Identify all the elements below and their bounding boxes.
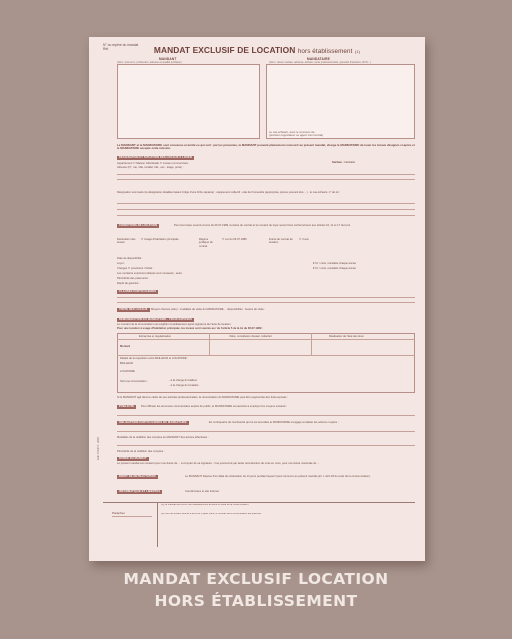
charges-unit: € hc / mois, révisable chaque année <box>313 267 357 270</box>
regime-label: Régime juridique du contrat <box>199 238 213 248</box>
mandant-note: (Nom, prénoms, profession, adresse et qualité juridique) <box>117 61 182 64</box>
mandate-form-page <box>89 37 425 561</box>
retractation-text: Le MANDANT dispose d'un délai de rétractation de 14 jours pendant lequel il peut renoncer au présent mandat (art. L.221-18 du code de la consommation). <box>185 475 371 478</box>
date-dispo-field[interactable]: Date de disponibilité : <box>117 257 143 260</box>
footer-divider <box>103 502 415 503</box>
obligations-text[interactable]: En contrepartie de l'exclusivité qui lui est accordée le MANDATAIRE s'engage à réaliser les actions ci-après : <box>209 421 339 424</box>
bailleur-label: BAILLEUR <box>120 362 133 365</box>
section-visite: VISITE DES LOCAUX <box>119 308 148 311</box>
destination-label: Destination des locaux <box>117 238 136 245</box>
caption-line-1: MANDAT EXCLUSIF LOCATION <box>123 570 389 588</box>
option-appartement[interactable]: Appartement <box>117 162 133 165</box>
echeances-field[interactable]: Les montants exprimés indiqués sont mensuels ; autre : <box>117 272 184 275</box>
divider <box>117 297 415 298</box>
option-commerciaux[interactable]: Locaux commerciaux <box>162 162 189 165</box>
informatique-text[interactable]: Coordonnées et site Internet : <box>185 490 221 493</box>
mandataire-header: MANDATAIRE <box>307 57 330 61</box>
agent-note-line2: (préciser négociateur ou agent commercial) <box>269 133 323 138</box>
divider <box>311 333 312 355</box>
divider <box>117 174 415 175</box>
charges-options: provisions / forfait : <box>131 267 154 270</box>
section-conditions: CONDITIONS DE LOCATION <box>119 224 158 227</box>
surface-field <box>332 161 355 164</box>
periodicite-field[interactable]: Périodicité des paiements : <box>117 277 150 280</box>
soit-remuneration-label: Soit une rémunération : <box>120 380 148 383</box>
agent-note-line1: Le cas échéant, avec le concours de : <box>269 130 316 134</box>
remuneration-text-2: Pour une location à usage d'habitation principale, les locaux sont soumis au / de l'article 5 de la loi du 06.07.1989 : <box>117 327 263 330</box>
loyer-field[interactable]: Loyer : <box>117 262 126 265</box>
charge-bailleur: - à la charge du bailleur <box>169 379 198 382</box>
form-title-sub: hors établissement <box>297 48 353 55</box>
duree-value: 3 ans <box>302 238 309 241</box>
option-maison[interactable]: Maison individuelle <box>136 162 160 165</box>
duree-label: Durée du contrat de location <box>269 238 293 245</box>
edition-code: Edit. TOUCT - 2016 <box>97 437 100 460</box>
designation-field[interactable]: Désignation sommaire (la désignation détaillée faisant l'objet d'une fiche séparée) : équipement collectif - état de l'immeuble (appropriée, pièces pouvant être ...) - le cas échéant, n° de lot : <box>117 191 341 194</box>
form-title-main: MANDAT EXCLUSIF DE LOCATION <box>153 45 296 55</box>
divider <box>117 431 415 432</box>
divider <box>117 339 415 340</box>
modalites-field[interactable]: Modalités de la reddition des comptes au MANDANT des actions effectuées : <box>117 436 209 439</box>
divider <box>117 203 415 204</box>
mandant-box[interactable] <box>117 64 260 139</box>
section-designation: DESIGNATION ET SITUATION DES LOCAUX A LOUER <box>119 156 192 159</box>
form-title <box>89 45 425 55</box>
col-entreprise: Entreprise et régularisation <box>139 335 172 338</box>
section-remuneration: REMUNERATION DU MANDATAIRE - FRAIS EXPOSES <box>119 318 193 321</box>
repartition-label: Détails de la répartition entre BAILLEUR et LOCATAIRE : <box>120 357 189 360</box>
charge-locataire: - à la charge du locataire <box>169 384 199 387</box>
duree-option[interactable]: ☐ 3 ans <box>299 238 309 241</box>
mandant-header: MANDANT <box>159 57 177 61</box>
mandataire-box[interactable] <box>266 64 415 139</box>
usage-habitation-label: Usage d'habitation principale <box>144 238 179 241</box>
publicite-text[interactable]: Pour diffuser les annonces commerciales auprès du public, le MANDATAIRE est autorisé à employer les moyens suivants : <box>141 405 288 408</box>
divider <box>117 355 415 356</box>
footnote-1: (1) Le mandat est conclu hors établissement au sens du code de la consommation. <box>161 504 249 506</box>
paraphes-label: Paraphes <box>112 511 125 515</box>
usage-habitation-option[interactable]: ☐ Usage d'habitation principale <box>141 238 179 241</box>
loi-option[interactable]: ☐ Loi du 06.07.1989 <box>222 238 247 241</box>
engagement-text: Le MANDANT et le MANDATAIRE sont convenus et arrêté ce qui suit : par les présentes, le MANDANT pouvant pleinement concourir au présent mandat, charge le MANDATAIRE de louer les locaux désignés ci-après et le MANDATAIRE accepte cette mission. <box>117 143 415 151</box>
surface-label: Surface : <box>332 161 344 164</box>
agent-note <box>269 131 409 138</box>
reference-short: Réf. <box>103 47 110 51</box>
section-clauses: CLAUSES PARTICULIERES <box>119 290 157 293</box>
section-obligations: OBLIGATIONS PARTICULIERES DU MANDATAIRE <box>119 421 187 424</box>
section-duree: DUREE DU MANDAT <box>119 457 147 460</box>
section-publicite: PUBLICITE <box>119 405 135 408</box>
duree-text: Le présent mandat est consenti pour une durée de ... à compter de sa signature ; il se poursuivra par tacite reconduction de mois en mois, pour une durée maximale de ... <box>117 462 320 465</box>
tva-note: Si le MANDANT agit dans le cadre de ses activités professionnelles, la rémunération du MANDATAIRE peut être augmentée des frais exposés : <box>117 396 289 399</box>
charges-field[interactable]: Charges ☐ provisions / forfait : <box>117 267 154 270</box>
divider <box>117 209 415 210</box>
footer-divider-vertical <box>157 502 158 547</box>
loi-label: Loi du 06.07.1989 <box>225 238 247 241</box>
remuneration-text: Le montant de la rémunération est exigible immédiatement après signature de l'acte de location. <box>117 323 232 326</box>
conditions-text: Pour les locaux soumis à la loi du 06.07.1989, la durée du contrat et le montant du loyer seront fixés conformément aux articles 10, 11 et 17 de la loi. <box>174 224 351 227</box>
col-visite: Visite, constitution dossier, rédaction <box>229 335 273 338</box>
depot-field[interactable]: Dépôt de garantie : <box>117 282 140 285</box>
divider <box>209 333 210 355</box>
montant-label: Montant <box>120 345 131 348</box>
remuneration-table <box>117 333 415 393</box>
reference-label: N° ou repère du mandat <box>103 43 139 47</box>
address-field[interactable]: Adresse (N°, rue, ville, localité, bât., esc., étage, porte) : <box>117 166 184 169</box>
divider <box>117 302 415 303</box>
periodicite-reddition-field[interactable]: Périodicité de la reddition des comptes : <box>117 450 165 453</box>
locataire-label: LOCATAIRE <box>120 370 135 373</box>
divider <box>112 516 152 517</box>
col-etat-lieux: Réalisation de l'état des lieux <box>329 335 364 338</box>
visite-text[interactable]: Moyens d'accès (clés) : modalités de visite du MANDATAIRE ... disponibilités : heures de visite : <box>151 308 266 311</box>
mandataire-note: (Nom, raison sociale, adresse, activité, carte professionnelle, garantie financière, RCS...) <box>269 61 371 64</box>
section-retractation: DROIT DE RETRACTATION <box>119 475 156 478</box>
footnote-2: (2) Pour les locaux soumis à la loi du 6 juillet 1989, le montant de la rémunération est plafonné. <box>161 513 262 515</box>
divider <box>117 179 415 180</box>
loyer-unit: € hc / mois, révisable chaque année <box>313 262 357 265</box>
divider <box>117 445 415 446</box>
divider <box>117 415 415 416</box>
form-title-note: (1) <box>354 49 361 54</box>
charges-label: Charges <box>117 267 128 270</box>
section-informatique: INFORMATIQUE ET LIBERTES <box>119 490 161 493</box>
surface-habitable[interactable]: habitable <box>344 161 356 164</box>
caption-line-2: HORS ÉTABLISSEMENT <box>154 592 358 610</box>
property-type-options: Appartement ☐ Maison individuelle ☐ Locaux commerciaux <box>117 162 189 165</box>
divider <box>117 215 415 216</box>
